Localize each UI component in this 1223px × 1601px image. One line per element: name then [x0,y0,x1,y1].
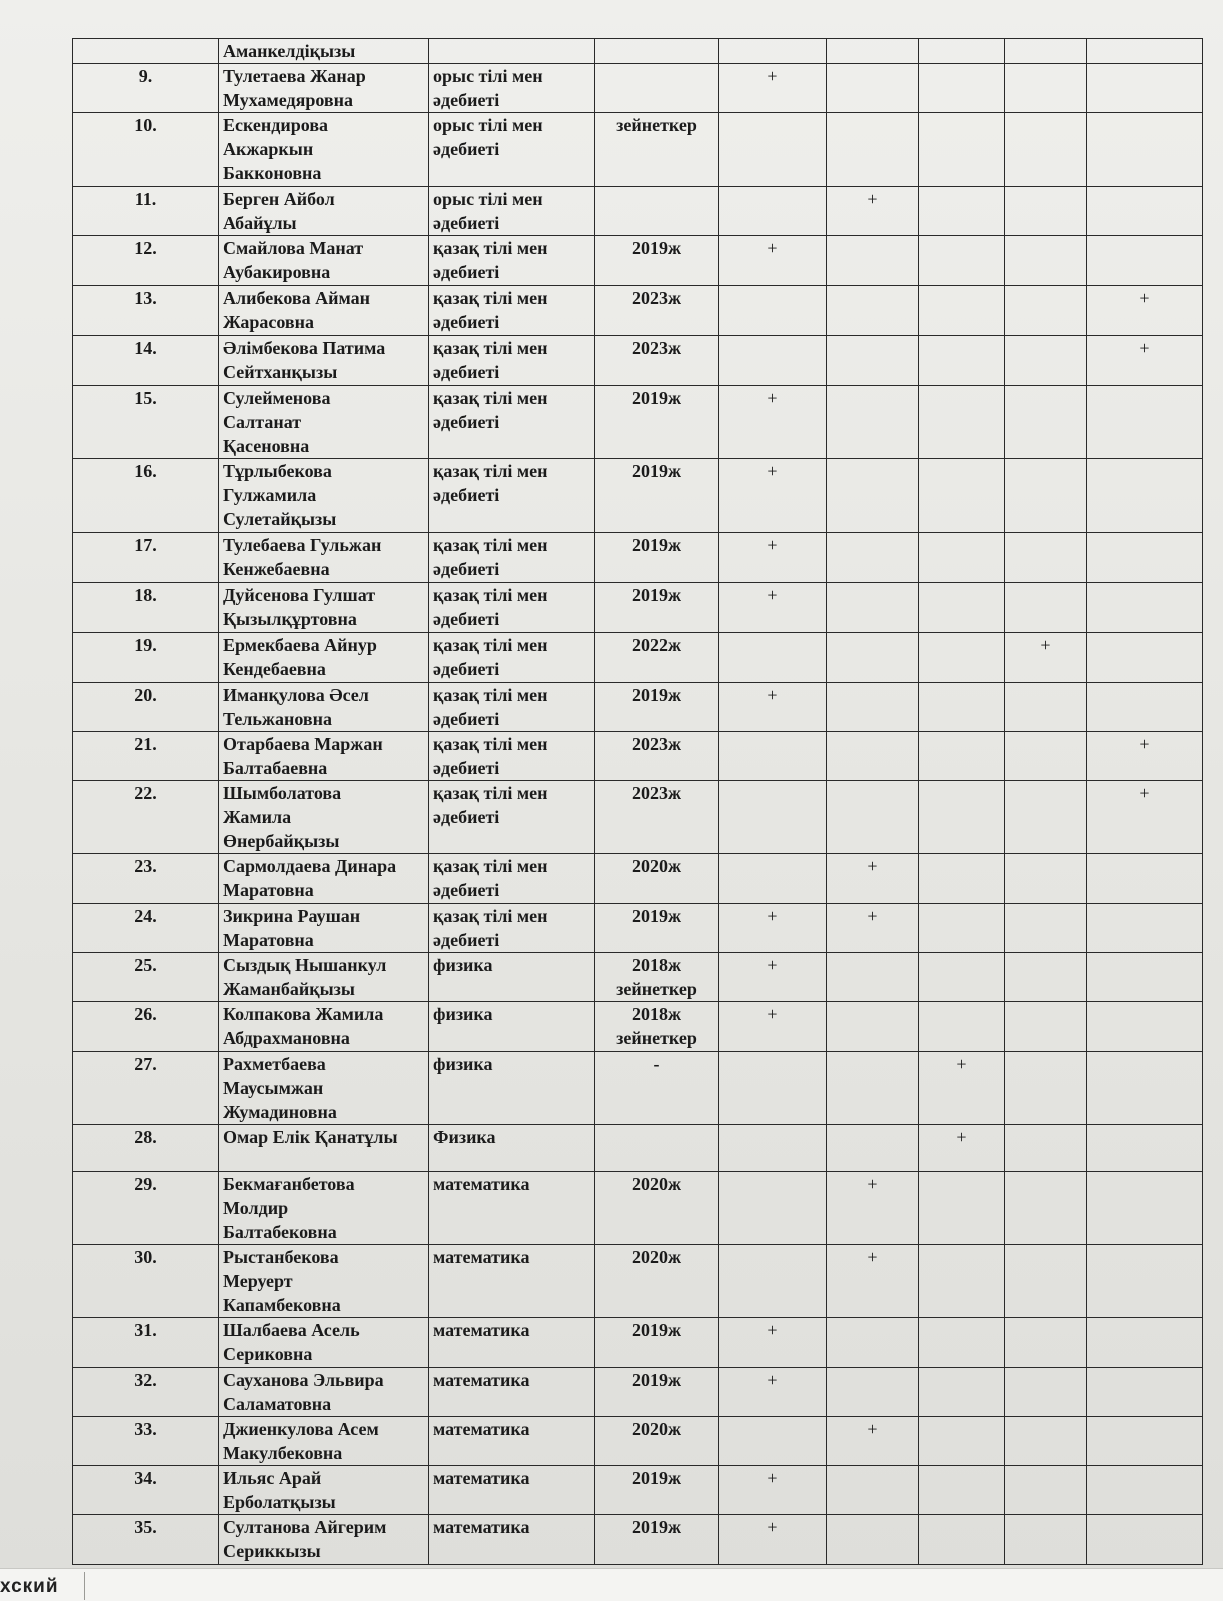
mark-cell [719,1417,827,1466]
mark-cell [719,1245,827,1318]
mark-cell [1087,64,1203,113]
teacher-name: Рахметбаева Маусымжан Жумадиновна [219,1052,429,1125]
mark-cell [919,64,1005,113]
year-cell: 2020ж [595,1172,719,1245]
mark-cell [919,683,1005,732]
row-number: 12. [73,236,219,286]
mark-cell [1087,633,1203,683]
mark-cell: + [919,1052,1005,1125]
mark-cell [919,633,1005,683]
mark-cell [919,1245,1005,1318]
mark-cell: + [719,1318,827,1368]
mark-cell [1005,1245,1087,1318]
mark-cell [1087,39,1203,64]
subject-cell: қазақ тілі мен әдебиеті [429,854,595,904]
mark-cell [1005,1125,1087,1172]
mark-cell: + [1005,633,1087,683]
mark-cell: + [719,683,827,732]
mark-cell [827,1052,919,1125]
row-number: 21. [73,732,219,781]
teacher-name: Алибекова Айман Жарасовна [219,286,429,336]
table-row [73,683,1203,732]
teacher-name: Джиенкулова Асем Макулбековна [219,1417,429,1466]
mark-cell [919,583,1005,633]
mark-cell [919,1417,1005,1466]
table-row [73,1052,1203,1125]
mark-cell: + [1087,286,1203,336]
table-row [73,1417,1203,1466]
year-cell: - [595,1052,719,1125]
mark-cell: + [719,533,827,583]
mark-cell [919,459,1005,533]
subject-cell: физика [429,1052,595,1125]
mark-cell [919,336,1005,386]
mark-cell [827,633,919,683]
mark-cell [827,683,919,732]
mark-cell [827,1002,919,1052]
mark-cell: + [719,953,827,1002]
mark-cell [1087,386,1203,459]
mark-cell [919,286,1005,336]
mark-cell [1087,1172,1203,1245]
teacher-name: Иманқулова Әсел Тельжановна [219,683,429,732]
row-number: 29. [73,1172,219,1245]
mark-cell [1005,1052,1087,1125]
mark-cell [1005,1172,1087,1245]
taskbar-divider [84,1572,85,1600]
year-cell: 2020ж [595,854,719,904]
table-row [73,1002,1203,1052]
subject-cell: орыс тілі мен әдебиеті [429,187,595,236]
year-cell: 2019ж [595,1515,719,1565]
mark-cell [1087,1245,1203,1318]
table-row [73,39,1203,64]
mark-cell [1005,236,1087,286]
teacher-name: Аманкелдіқызы [219,39,429,64]
mark-cell [827,459,919,533]
subject-cell: қазақ тілі мен әдебиеті [429,583,595,633]
subject-cell: қазақ тілі мен әдебиеті [429,286,595,336]
mark-cell [1087,459,1203,533]
mark-cell [919,1002,1005,1052]
mark-cell: + [1087,781,1203,854]
mark-cell: + [827,187,919,236]
teacher-name: Тулебаева Гульжан Кенжебаевна [219,533,429,583]
table-row [73,236,1203,286]
mark-cell [919,386,1005,459]
mark-cell [827,113,919,187]
year-cell: 2019ж [595,1368,719,1417]
mark-cell [919,39,1005,64]
mark-cell [827,1125,919,1172]
row-number: 32. [73,1368,219,1417]
row-number: 13. [73,286,219,336]
mark-cell: + [719,459,827,533]
mark-cell [919,1466,1005,1515]
mark-cell [1005,583,1087,633]
mark-cell [1087,1002,1203,1052]
year-cell: 2019ж [595,533,719,583]
teacher-name: Сыздық Нышанкул Жаманбайқызы [219,953,429,1002]
mark-cell [1087,1515,1203,1565]
mark-cell [827,781,919,854]
mark-cell [827,732,919,781]
row-number: 19. [73,633,219,683]
mark-cell [1005,683,1087,732]
subject-cell: Физика [429,1125,595,1172]
mark-cell [1087,683,1203,732]
mark-cell [919,1318,1005,1368]
mark-cell [719,854,827,904]
mark-cell [719,187,827,236]
mark-cell [919,533,1005,583]
mark-cell [919,1515,1005,1565]
table-row [73,1466,1203,1515]
teacher-name: Ермекбаева Айнур Кендебаевна [219,633,429,683]
row-number: 15. [73,386,219,459]
row-number: 22. [73,781,219,854]
table-row [73,953,1203,1002]
mark-cell [1087,236,1203,286]
subject-cell: математика [429,1466,595,1515]
row-number: 10. [73,113,219,187]
table-row [73,1318,1203,1368]
mark-cell [827,336,919,386]
table-row [73,533,1203,583]
table-row [73,1515,1203,1565]
table-row [73,1368,1203,1417]
table-row [73,187,1203,236]
roster-body [73,39,1203,1565]
table-row [73,386,1203,459]
row-number: 18. [73,583,219,633]
teacher-name: Бекмағанбетова Молдир Балтабековна [219,1172,429,1245]
row-number: 34. [73,1466,219,1515]
subject-cell: қазақ тілі мен әдебиеті [429,732,595,781]
mark-cell [827,236,919,286]
row-number: 26. [73,1002,219,1052]
row-number: 11. [73,187,219,236]
year-cell: 2023ж [595,336,719,386]
mark-cell [1005,1515,1087,1565]
mark-cell [919,236,1005,286]
teacher-name: Дуйсенова Гулшат Қызылқұртовна [219,583,429,633]
teacher-name: Смайлова Манат Аубакировна [219,236,429,286]
mark-cell [1005,1002,1087,1052]
row-number [73,39,219,64]
mark-cell: + [719,904,827,953]
row-number: 35. [73,1515,219,1565]
year-cell: 2019ж [595,386,719,459]
teacher-name: Шалбаева Асель Сериковна [219,1318,429,1368]
mark-cell [719,336,827,386]
year-cell [595,1125,719,1172]
row-number: 17. [73,533,219,583]
mark-cell [827,386,919,459]
year-cell [595,64,719,113]
table-row [73,64,1203,113]
language-indicator[interactable]: хский [0,1576,59,1597]
year-cell: 2022ж [595,633,719,683]
mark-cell: + [719,1515,827,1565]
subject-cell: орыс тілі мен әдебиеті [429,64,595,113]
mark-cell [1005,953,1087,1002]
teacher-name: Ескендирова Акжаркын Бакконовна [219,113,429,187]
row-number: 30. [73,1245,219,1318]
teacher-name: Сулейменова Салтанат Қасеновна [219,386,429,459]
mark-cell [1005,64,1087,113]
mark-cell [827,953,919,1002]
table-row [73,336,1203,386]
row-number: 24. [73,904,219,953]
row-number: 31. [73,1318,219,1368]
table-row [73,904,1203,953]
mark-cell [1087,1368,1203,1417]
subject-cell: қазақ тілі мен әдебиеті [429,236,595,286]
mark-cell [827,1466,919,1515]
mark-cell: + [1087,732,1203,781]
table-row [73,1245,1203,1318]
year-cell: 2020ж [595,1417,719,1466]
mark-cell [919,781,1005,854]
subject-cell: қазақ тілі мен әдебиеті [429,904,595,953]
mark-cell [919,732,1005,781]
subject-cell: қазақ тілі мен әдебиеті [429,633,595,683]
year-cell: 2018ж зейнеткер [595,1002,719,1052]
subject-cell: қазақ тілі мен әдебиеті [429,459,595,533]
year-cell: 2023ж [595,781,719,854]
mark-cell [1087,1052,1203,1125]
year-cell: 2019ж [595,236,719,286]
table-row [73,781,1203,854]
teacher-name: Әлімбекова Патима Сейтханқызы [219,336,429,386]
year-cell: 2018ж зейнеткер [595,953,719,1002]
mark-cell: + [827,904,919,953]
year-cell [595,187,719,236]
mark-cell [1005,904,1087,953]
mark-cell [827,64,919,113]
mark-cell [1087,1125,1203,1172]
mark-cell: + [827,1245,919,1318]
teacher-name: Колпакова Жамила Абдрахмановна [219,1002,429,1052]
mark-cell [1005,386,1087,459]
teacher-name: Сауханова Эльвира Саламатовна [219,1368,429,1417]
mark-cell [1005,1466,1087,1515]
mark-cell [1005,1318,1087,1368]
mark-cell [919,953,1005,1002]
mark-cell [827,583,919,633]
mark-cell [1087,583,1203,633]
year-cell: 2019ж [595,583,719,633]
mark-cell [1005,39,1087,64]
mark-cell [1005,1417,1087,1466]
mark-cell [827,1318,919,1368]
row-number: 23. [73,854,219,904]
mark-cell [719,1125,827,1172]
teacher-name: Зикрина Раушан Маратовна [219,904,429,953]
row-number: 33. [73,1417,219,1466]
mark-cell [827,1515,919,1565]
row-number: 25. [73,953,219,1002]
mark-cell: + [1087,336,1203,386]
mark-cell [1087,904,1203,953]
mark-cell [719,113,827,187]
row-number: 14. [73,336,219,386]
year-cell: 2019ж [595,1318,719,1368]
table-row [73,1172,1203,1245]
teacher-roster-table [72,38,1203,1565]
subject-cell: математика [429,1245,595,1318]
mark-cell [1087,533,1203,583]
mark-cell [919,854,1005,904]
row-number: 28. [73,1125,219,1172]
mark-cell [1005,187,1087,236]
row-number: 27. [73,1052,219,1125]
mark-cell [1087,187,1203,236]
teacher-name: Сармолдаева Динара Маратовна [219,854,429,904]
mark-cell: + [827,1417,919,1466]
mark-cell [1087,854,1203,904]
mark-cell [827,1368,919,1417]
subject-cell: физика [429,1002,595,1052]
mark-cell [719,633,827,683]
subject-cell: орыс тілі мен әдебиеті [429,113,595,187]
teacher-name: Тұрлыбекова Гулжамила Сулетайқызы [219,459,429,533]
mark-cell: + [827,1172,919,1245]
year-cell: 2019ж [595,904,719,953]
mark-cell [1087,1466,1203,1515]
year-cell [595,39,719,64]
teacher-name: Рыстанбекова Меруерт Капамбековна [219,1245,429,1318]
row-number: 20. [73,683,219,732]
taskbar-strip [0,1568,1223,1601]
table-row [73,583,1203,633]
mark-cell [827,39,919,64]
table-row [73,732,1203,781]
table-row [73,113,1203,187]
table-row [73,1125,1203,1172]
subject-cell: математика [429,1172,595,1245]
subject-cell [429,39,595,64]
subject-cell: қазақ тілі мен әдебиеті [429,533,595,583]
mark-cell [1005,336,1087,386]
year-cell: зейнеткер [595,113,719,187]
mark-cell [919,1368,1005,1417]
teacher-name: Султанова Айгерим Сериккызы [219,1515,429,1565]
teacher-name: Шымболатова Жамила Өнербайқызы [219,781,429,854]
teacher-name: Ильяс Арай Ерболатқызы [219,1466,429,1515]
table-row [73,854,1203,904]
mark-cell [1005,1368,1087,1417]
mark-cell: + [719,583,827,633]
subject-cell: қазақ тілі мен әдебиеті [429,683,595,732]
mark-cell [919,113,1005,187]
year-cell: 2020ж [595,1245,719,1318]
mark-cell [1087,1318,1203,1368]
subject-cell: қазақ тілі мен әдебиеті [429,781,595,854]
mark-cell [719,1172,827,1245]
mark-cell [1087,953,1203,1002]
subject-cell: қазақ тілі мен әдебиеті [429,386,595,459]
mark-cell [719,286,827,336]
mark-cell [1087,113,1203,187]
year-cell: 2019ж [595,683,719,732]
subject-cell: математика [429,1368,595,1417]
mark-cell [719,781,827,854]
year-cell: 2023ж [595,732,719,781]
mark-cell [1087,1417,1203,1466]
mark-cell [919,904,1005,953]
subject-cell: математика [429,1318,595,1368]
mark-cell: + [719,1466,827,1515]
table-row [73,286,1203,336]
mark-cell: + [719,1368,827,1417]
subject-cell: математика [429,1417,595,1466]
mark-cell [919,187,1005,236]
subject-cell: физика [429,953,595,1002]
mark-cell: + [919,1125,1005,1172]
year-cell: 2023ж [595,286,719,336]
mark-cell [1005,459,1087,533]
mark-cell [1005,854,1087,904]
mark-cell [719,1052,827,1125]
teacher-name: Берген Айбол Абайұлы [219,187,429,236]
mark-cell [719,39,827,64]
year-cell: 2019ж [595,1466,719,1515]
row-number: 16. [73,459,219,533]
table-row [73,633,1203,683]
table-row [73,459,1203,533]
mark-cell: + [719,1002,827,1052]
row-number: 9. [73,64,219,113]
teacher-name: Тулетаева Жанар Мухамедяровна [219,64,429,113]
mark-cell [919,1172,1005,1245]
year-cell: 2019ж [595,459,719,533]
mark-cell: + [719,386,827,459]
subject-cell: қазақ тілі мен әдебиеті [429,336,595,386]
mark-cell: + [827,854,919,904]
teacher-name: Отарбаева Маржан Балтабаевна [219,732,429,781]
mark-cell [719,732,827,781]
mark-cell [1005,533,1087,583]
subject-cell: математика [429,1515,595,1565]
teacher-name: Омар Елік Қанатұлы [219,1125,429,1172]
mark-cell [827,533,919,583]
mark-cell [1005,286,1087,336]
mark-cell [827,286,919,336]
mark-cell: + [719,64,827,113]
mark-cell [1005,732,1087,781]
mark-cell [1005,781,1087,854]
mark-cell: + [719,236,827,286]
mark-cell [1005,113,1087,187]
